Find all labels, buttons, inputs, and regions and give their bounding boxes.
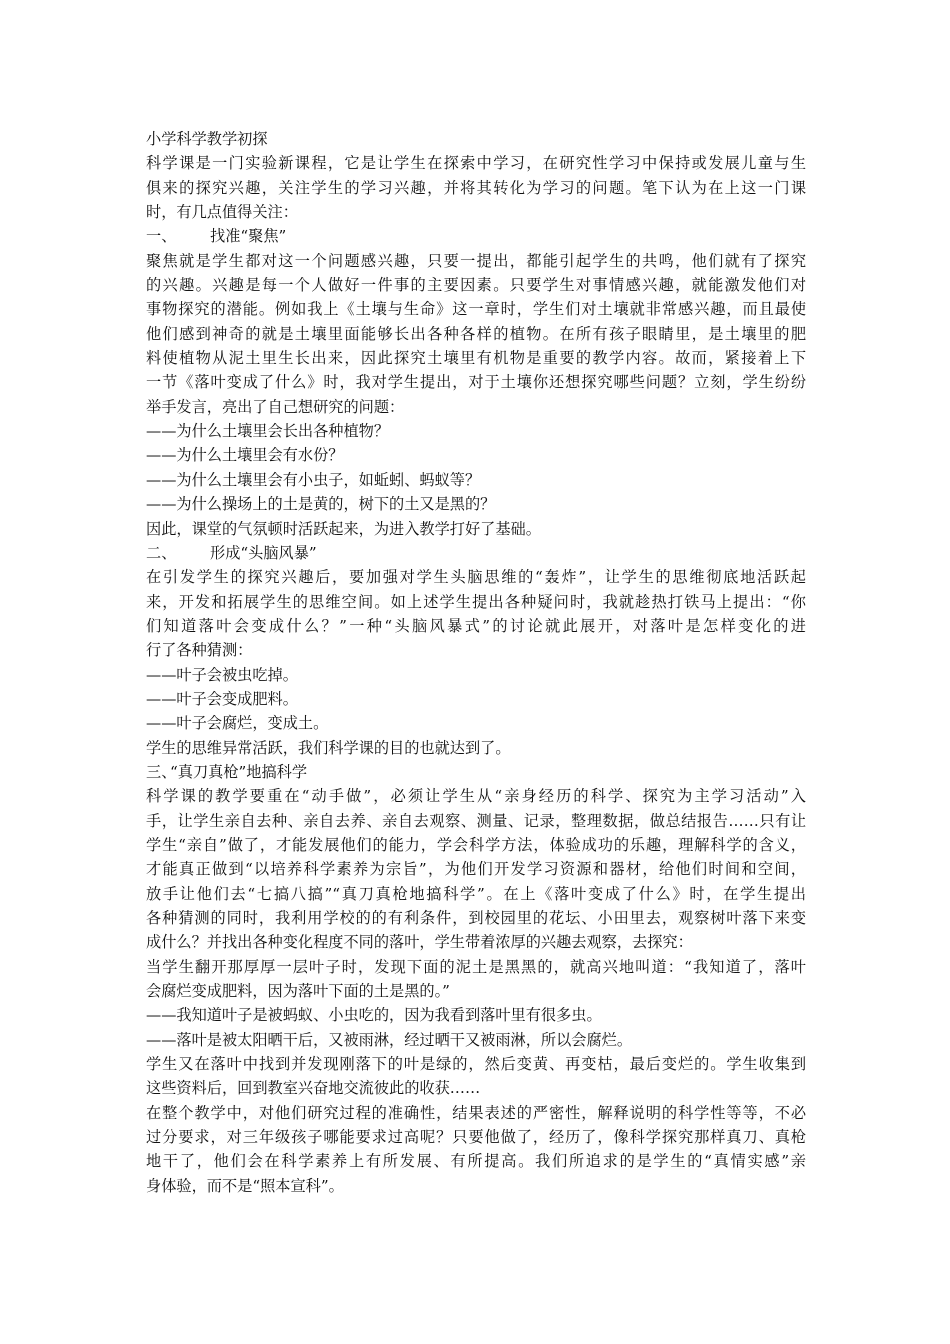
section-heading-3 (146, 760, 806, 784)
paragraph-line: 们知道落叶会变成什么？”一种“头脑风暴式”的讨论就此展开，对落叶是怎样变化的进 (146, 616, 806, 635)
paragraph-line: 手，让学生亲自去种、亲自去养、亲自去观察、测量、记录，整理数据，做总结报告……只有让 (146, 811, 806, 830)
paragraph-line: 放手让他们去“七搞八搞”“真刀真枪地搞科学”。在上《落叶变成了什么》时，在学生提出 (146, 884, 806, 903)
guess-list (146, 663, 806, 736)
paragraph-line: 来，开发和拓展学生的思维空间。如上述学生提出各种疑问时，我就趁热打铁马上提出：“你 (146, 592, 806, 611)
paragraph-line: 各种猜测的同时，我利用学校的的有利条件，到校园里的花坛、小田里去，观察树叶落下来变 (146, 909, 806, 927)
list-item: ——叶子会腐烂，变成土。 (146, 714, 329, 733)
paragraph-line: 在引发学生的探究兴趣后，要加强对学生头脑思维的“轰炸”，让学生的思维彻底地活跃起 (146, 568, 806, 587)
paragraph-line: 料使植物从泥土里生长出来，因此探究土壤里有机物是重要的教学内容。故而，紧接着上下 (146, 349, 806, 368)
paragraph-line: 学生又在落叶中找到并发现刚落下的叶是绿的，然后变黄、再变枯，最后变烂的。学生收集到 (146, 1055, 806, 1074)
section-title: “真刀真枪”地搞科学 (170, 762, 308, 781)
paragraph-line: 时，有几点值得关注： (146, 203, 298, 222)
section-2-conclusion: 学生的思维异常活跃，我们科学课的目的也就达到了。 (146, 738, 511, 757)
remark-list (146, 1003, 806, 1052)
question-list (146, 419, 806, 516)
closing-paragraph (146, 1101, 806, 1198)
list-item: ——为什么土壤里会长出各种植物？ (146, 422, 389, 441)
paragraph-line: 这些资料后，回到教室兴奋地交流彼此的收获…… (146, 1079, 481, 1098)
paragraph-line: 学生“亲自”做了，才能发展他们的能力，学会科学方法，体验成功的乐趣，理解科学的含义， (146, 835, 806, 854)
paragraph-line: 聚焦就是学生都对这一个问题感兴趣，只要一提出，都能引起学生的共鸣，他们就有了探究 (146, 251, 806, 270)
paragraph-line: 才能真正做到“以培养科学素养为宗旨”，为他们开发学习资源和器材，给他们时间和空间， (146, 860, 806, 879)
list-item: ——我知道叶子是被蚂蚁、小虫吃的，因为我看到落叶里有很多虫。 (146, 1006, 602, 1025)
observation-paragraph (146, 955, 806, 1004)
list-item: ——叶子会变成肥料。 (146, 689, 298, 708)
paragraph-line: 科学课的教学要重在“动手做”，必须让学生从“亲身经历的科学、探究为主学习活动”入 (146, 787, 806, 806)
paragraph-line: 成什么？并找出各种变化程度不同的落叶，学生带着浓厚的兴趣去观察，去探究： (146, 933, 693, 952)
list-item: ——为什么操场上的土是黄的，树下的土又是黑的？ (146, 495, 496, 514)
paragraph-line: 身体验，而不是“照本宣科”。 (146, 1176, 344, 1195)
paragraph-line: 的兴趣。兴趣是每一个人做好一件事的主要因素。只要学生对事情感兴趣，就能激发他们对 (146, 276, 806, 295)
section-heading-2 (146, 541, 806, 565)
paragraph-line: 举手发言，亮出了自己想研究的问题： (146, 397, 405, 416)
section-heading-1 (146, 224, 806, 248)
document-title: 小学科学教学初探 (146, 130, 268, 148)
paragraph-line: 地干了，他们会在科学素养上有所发展、有所提高。我们所追求的是学生的“真情实感”亲 (146, 1152, 806, 1171)
paragraph-line: 俱来的探究兴趣，关注学生的学习兴趣，并将其转化为学习的问题。笔下认为在上这一门课 (146, 178, 806, 197)
list-item: ——叶子会被虫吃掉。 (146, 665, 298, 684)
intro-paragraph (146, 151, 806, 224)
paragraph-line: 过分要求，对三年级孩子哪能要求过高呢？只要他做了，经历了，像科学探究那样真刀、真枪 (146, 1128, 806, 1147)
section-1-conclusion: 因此，课堂的气氛顿时活跃起来，为进入教学打好了基础。 (146, 519, 541, 538)
list-item: ——为什么土壤里会有小虫子，如蚯蚓、蚂蚁等？ (146, 470, 481, 489)
paragraph-line: 一节《落叶变成了什么》时，我对学生提出，对于土壤你还想探究哪些问题？立刻，学生纷纷 (146, 373, 806, 392)
paragraph-line: 事物探究的潜能。例如我上《土壤与生命》这一章时，学生们对土壤就非常感兴趣，而且最使 (146, 300, 806, 319)
list-item: ——为什么土壤里会有水份？ (146, 446, 344, 465)
section-number: 一、 (146, 227, 177, 246)
paragraph-line: 在整个教学中，对他们研究过程的准确性，结果表述的严密性，解释说明的科学性等等，不必 (146, 1103, 806, 1122)
section-1-paragraph (146, 249, 806, 419)
section-3-paragraph (146, 784, 806, 954)
section-2-paragraph (146, 565, 806, 662)
list-item: ——落叶是被太阳晒干后，又被雨淋，经过晒干又被雨淋，所以会腐烂。 (146, 1030, 632, 1049)
section-title: 形成“头脑风暴” (210, 543, 317, 562)
section-number: 三、 (146, 762, 177, 781)
section-number: 二、 (146, 543, 177, 562)
paragraph-line: 行了各种猜测： (146, 641, 253, 660)
paragraph-line: 科学课是一门实验新课程，它是让学生在探索中学习，在研究性学习中保持或发展儿童与生 (146, 154, 806, 173)
paragraph-line: 他们感到神奇的就是土壤里面能够长出各种各样的植物。在所有孩子眼睛里，是土壤里的肥 (146, 324, 806, 343)
document-body (146, 127, 806, 1198)
paragraph-line: 当学生翻开那厚厚一层叶子时，发现下面的泥土是黑黑的，就高兴地叫道：“我知道了，落叶 (146, 957, 806, 976)
paragraph-line: 会腐烂变成肥料，因为落叶下面的土是黑的。” (146, 982, 450, 1001)
section-title: 找准“聚焦” (210, 227, 287, 246)
findings-paragraph (146, 1052, 806, 1101)
